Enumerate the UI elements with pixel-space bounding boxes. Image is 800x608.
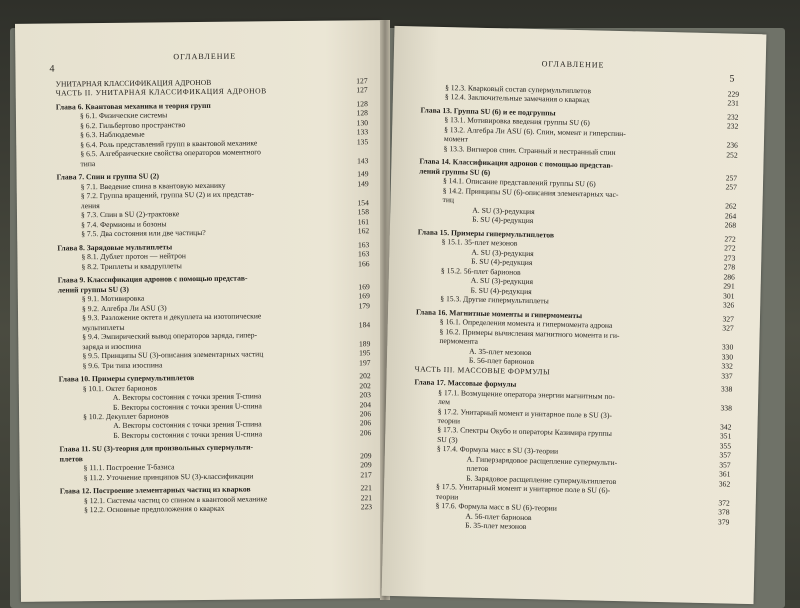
toc-entry-page: 268	[714, 220, 736, 230]
toc-entry-title: § 15.1. 35-плет мезонов	[442, 237, 714, 253]
toc-entry-page: 337	[711, 371, 733, 381]
toc-entry-page: 197	[349, 358, 371, 368]
toc-entry-title: Глава 14. Классификация адронов с помощью представ- лений группы SU (6)	[419, 157, 715, 183]
toc-entry-page: 379	[707, 517, 729, 527]
toc-entry-title: § 15.3. Другие гипермультиплеты	[440, 294, 712, 310]
toc-entry-title: Глава 11. SU (3)-теория для произвольных супермульти- плетов	[59, 442, 349, 464]
toc-entry-page: 209	[349, 451, 371, 461]
page-number: 4	[49, 64, 54, 75]
toc-entry-page: 362	[708, 479, 730, 489]
toc-entry-title: Б. SU (4)-редукция	[471, 257, 713, 272]
toc-entry-page: 161	[347, 217, 369, 227]
toc-entry-title: § 6.3. Наблюдаемые	[80, 128, 346, 140]
toc-entry-title: Глава 12. Построение элементарных частиц из кварков	[60, 484, 350, 497]
toc-entry-title: § 10.2. Декуплет барионов	[83, 409, 349, 421]
toc-entry-title: § 17.6. Формула масс в SU (6)-теории	[436, 501, 708, 517]
toc-entry-page: 357	[709, 451, 731, 461]
toc-entry-title: Глава 13. Группа SU (6) и ее подгруппы	[420, 105, 716, 121]
toc-entry-title: § 9.3. Разложение октета и декуплета на изотопические мультиплеты	[82, 311, 348, 333]
toc-entry-page: 203	[349, 390, 371, 400]
toc-entry-title: § 17.5. Унитарный момент и унитарное поле в SU (6)- теории	[436, 482, 708, 507]
toc-entry-title: Б. Зарядовое расщепление супермультиплетов	[466, 473, 708, 488]
toc-entry-title: А. Гиперзарядовое расщепление супермульти- плетов	[466, 455, 708, 479]
toc-entry-page: 327	[712, 314, 734, 324]
toc-entry-page: 372	[708, 498, 730, 508]
toc-entry-page: 229	[717, 89, 739, 99]
toc-entry-title: § 9.1. Мотивировка	[82, 292, 348, 304]
toc-entry-title: § 7.2. Группа вращений, группа SU (2) и их представ- ления	[81, 189, 347, 211]
toc-entry-page: 128	[346, 99, 368, 109]
toc-entry	[58, 268, 370, 294]
toc-entry-title: § 9.4. Эмпирический вывод операторов заряда, гипер- заряда и изоспина	[82, 330, 348, 352]
toc-entry-title: § 6.1. Физические системы	[80, 109, 346, 121]
toc-entry-page: 162	[347, 226, 369, 236]
toc-entry-title: Б. Векторы состояния с точки зрения U-спина	[113, 400, 349, 412]
toc-entry-page: 332	[711, 361, 733, 371]
toc-entry-page: 206	[349, 428, 371, 438]
toc-entry-page: 231	[717, 99, 739, 109]
toc-entry-title: ЧАСТЬ II. УНИТАРНАЯ КЛАССИФИКАЦИЯ АДРОНОВ	[56, 86, 346, 99]
toc-entry-title: § 16.1. Определения момента и гипермомента адрона	[440, 317, 712, 333]
toc-entry-page: 206	[349, 419, 371, 429]
page-number: 5	[729, 73, 734, 84]
toc-entry-page: 378	[707, 507, 729, 517]
toc-entry	[60, 503, 372, 516]
toc-entry-page: 169	[348, 291, 370, 301]
toc-entry-title: Б. SU (4)-редукция	[470, 285, 712, 300]
toc-entry-title: Б. 35-плет мезонов	[465, 521, 707, 536]
toc-entry-title: § 13.3. Вигнеров спин. Странный и нестранный спин	[444, 144, 716, 160]
toc-entry-page: 338	[710, 403, 732, 413]
toc-entry-page: 351 355	[709, 432, 731, 451]
toc-entry-title: § 13.1. Мотивировка введения группы SU (6)	[444, 115, 716, 131]
toc-entry-title: § 11.1. Построение T-базиса	[84, 461, 350, 473]
toc-entry-title: Глава 15. Примеры гипермультиплетов	[418, 227, 714, 243]
toc-entry-page: 342	[709, 422, 731, 432]
toc-entry-title: § 8.1. Дублет протон — нейтрон	[81, 250, 347, 262]
toc-entry-page: 272	[713, 243, 735, 253]
toc-entry-page: 257	[715, 173, 737, 183]
toc-entry-page: 272	[714, 234, 736, 244]
toc-entry-title: § 7.5. Два состояния или две частицы?	[81, 227, 347, 239]
toc-entry-title: § 17.3. Спектры Окубо и операторы Казимира группы SU (3)	[437, 425, 709, 450]
toc-entry-title: Глава 6. Квантовая механика и теория групп	[56, 99, 346, 112]
toc-entry-title: А. 35-плет мезонов	[469, 346, 711, 361]
toc-entry-page: 184	[348, 320, 370, 330]
toc-entry-title: Глава 17. Массовые формулы	[414, 377, 710, 393]
toc-entry-page: 232	[716, 112, 738, 122]
toc-entry-page: 273	[713, 253, 735, 263]
page-header: ОГЛАВЛЕНИЕ	[173, 52, 236, 62]
toc-entry-title: § 17.4. Формула масс в SU (3)-теории	[437, 444, 709, 460]
toc-entry-title: § 14.2. Принципы SU (6)-описания элементарных час- тиц	[442, 186, 714, 211]
table-of-contents	[411, 82, 739, 536]
toc-entry-title: Глава 16. Магнитные моменты и гипермоменты	[416, 307, 712, 323]
toc-entry-title: § 12.2. Основные предположения о кварках	[84, 503, 350, 515]
toc-entry-page: 206	[349, 409, 371, 419]
toc-entry-page: 330	[711, 342, 733, 352]
toc-entry-page: 202	[349, 371, 371, 381]
toc-entry-title: § 11.2. Уточнение принципов SU (3)-классификации	[84, 470, 350, 482]
toc-entry-title: § 6.5. Алгебраические свойства операторов моментного типа	[80, 147, 346, 169]
toc-entry-page: 291	[713, 281, 735, 291]
toc-entry-page: 149	[347, 179, 369, 189]
toc-entry-title: § 17.1. Возмущение оператора энергии магнитным по- лем	[438, 387, 710, 412]
toc-entry-title: Б. SU (4)-редукция	[472, 215, 714, 230]
toc-entry-page: 163	[347, 240, 369, 250]
toc-entry-title: А. SU (3)-редукция	[471, 247, 713, 262]
toc-entry-title: Глава 8. Зарядовые мультиплеты	[57, 240, 347, 253]
toc-entry-page: 217	[350, 470, 372, 480]
toc-entry-title: § 10.1. Октет барионов	[83, 381, 349, 393]
toc-entry-title: § 6.2. Гильбертово пространство	[80, 118, 346, 130]
toc-entry-page: 252	[716, 150, 738, 160]
toc-entry-page: 179	[348, 301, 370, 311]
toc-entry-page: 278	[713, 262, 735, 272]
toc-entry-page: 232	[716, 122, 738, 132]
toc-entry-page: 128	[346, 109, 368, 119]
toc-entry	[56, 147, 368, 169]
toc-entry-page: 327	[712, 323, 734, 333]
toc-entry-page: 189	[348, 339, 370, 349]
toc-entry	[59, 438, 371, 464]
toc-entry-title: А. SU (3)-редукция	[472, 205, 714, 220]
toc-entry-title: Б. 56-плет барионов	[469, 356, 711, 371]
toc-entry-title: § 9.2. Алгебра Ли ASU (3)	[82, 301, 348, 313]
toc-entry-title: § 7.3. Спин в SU (2)-трактовке	[81, 208, 347, 220]
toc-entry-title: А. SU (3)-редукция	[471, 276, 713, 291]
toc-entry-title: § 8.2. Триплеты и квадруплеты	[81, 259, 347, 271]
toc-entry-title: § 15.2. 56-плет барионов	[441, 266, 713, 282]
toc-entry-title: § 7.1. Введение спина в квантовую механику	[81, 179, 347, 191]
toc-entry-page: 221	[350, 484, 372, 494]
toc-entry-page: 338	[710, 384, 732, 394]
toc-entry-title: Глава 7. Спин и группа SU (2)	[57, 170, 347, 183]
toc-entry-title: § 12.1. Системы частиц со спином в квантовой механике	[84, 493, 350, 505]
toc-entry-title: А. Векторы состояния с точки зрения T-спина	[113, 390, 349, 402]
toc-entry-page: 127	[346, 76, 368, 86]
toc-entry-title: ЧАСТЬ III. МАССОВЫЕ ФОРМУЛЫ	[415, 364, 711, 380]
toc-entry-title: А. 56-плет барионов	[465, 511, 707, 526]
toc-entry-title: Б. Векторы состояния с точки зрения U-спина	[113, 428, 349, 440]
toc-entry-page: 127	[346, 86, 368, 96]
toc-entry-page: 257	[715, 183, 737, 193]
toc-entry-title: § 6.4. Роль представлений групп в квантовой механике	[80, 137, 346, 149]
toc-entry-page: 221	[350, 493, 372, 503]
right-page	[382, 26, 767, 604]
toc-entry-title: § 9.5. Принципы SU (3)-описания элементарных частиц	[82, 349, 348, 361]
toc-entry-title: § 16.2. Примеры вычисления магнитного момента и ги- пермомента	[439, 327, 711, 352]
toc-entry-page: 154	[347, 198, 369, 208]
toc-entry-page: 326	[712, 300, 734, 310]
toc-entry-title: Глава 9. Классификация адронов с помощью представ- лений группы SU (3)	[58, 273, 348, 295]
toc-entry-page: 223	[350, 503, 372, 513]
toc-entry-page: 166	[347, 259, 369, 269]
toc-entry-page: 357 361	[708, 460, 730, 479]
toc-entry-page: 133	[346, 128, 368, 138]
toc-entry-page: 163	[347, 249, 369, 259]
toc-entry-title: § 13.2. Алгебра Ли ASU (6). Спин, момент и гиперспин- момент	[444, 125, 716, 150]
toc-entry-page: 143	[346, 156, 368, 166]
toc-entry-page: 209	[350, 461, 372, 471]
toc-entry-page: 195	[348, 348, 370, 358]
toc-entry-page: 286	[713, 272, 735, 282]
toc-entry-title: § 9.6. Три типа изоспина	[83, 358, 349, 370]
toc-entry-page: 202	[349, 381, 371, 391]
toc-entry-page: 149	[347, 170, 369, 180]
toc-entry-page: 330	[711, 352, 733, 362]
toc-entry-page: 301	[712, 291, 734, 301]
toc-entry-page: 264	[714, 211, 736, 221]
toc-entry-title: § 14.1. Описание представлений группы SU (6)	[443, 176, 715, 192]
toc-entry-page: 135	[346, 137, 368, 147]
toc-entry-page: 262	[714, 201, 736, 211]
toc-entry-title: Глава 10. Примеры супермультиплетов	[59, 371, 349, 384]
toc-entry-title: § 12.4. Заключительные замечания о кварках	[445, 93, 717, 109]
toc-entry-title: § 7.4. Фермионы и бозоны	[81, 217, 347, 229]
page-header: ОГЛАВЛЕНИЕ	[542, 59, 605, 69]
toc-entry-page: 130	[346, 118, 368, 128]
toc-entry-page: 158	[347, 208, 369, 218]
toc-entry-title: § 17.2. Унитарный момент и унитарное поле в SU (3)- теории	[437, 406, 709, 431]
toc-entry-title: § 12.3. Кварковый состав супермультиплетов	[445, 83, 717, 99]
toc-entry-title: А. Векторы состояния с точки зрения T-спина	[113, 419, 349, 431]
toc-entry-title: УНИТАРНАЯ КЛАССИФИКАЦИЯ АДРОНОВ	[56, 76, 346, 89]
toc-entry-page: 169	[348, 282, 370, 292]
left-page	[15, 20, 386, 602]
toc-entry-page: 204	[349, 400, 371, 410]
toc-entry-page: 236	[716, 141, 738, 151]
table-of-contents	[56, 76, 373, 515]
